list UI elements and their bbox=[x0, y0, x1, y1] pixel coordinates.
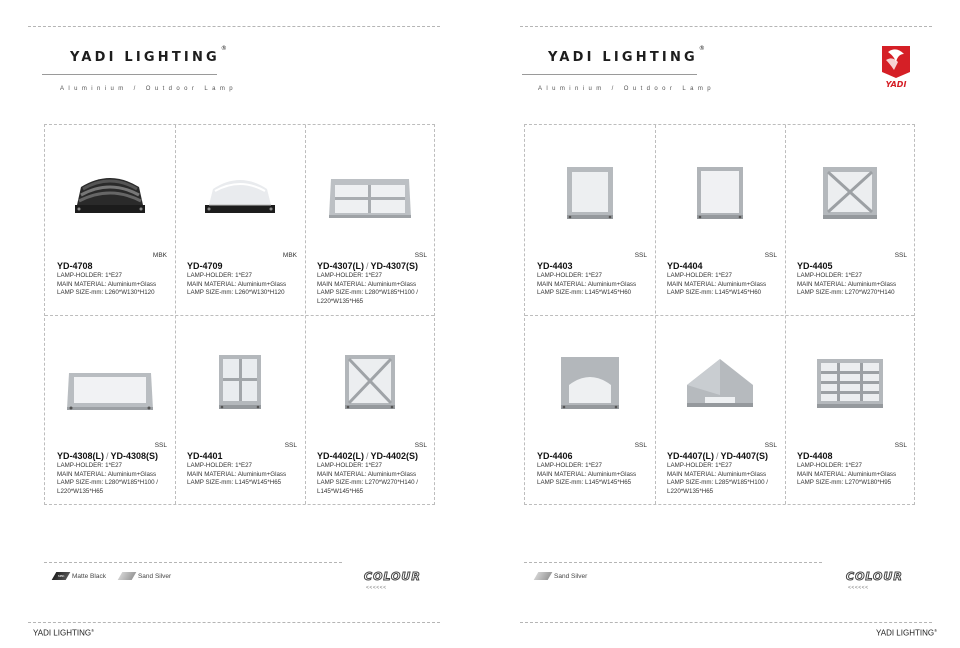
finish-code: SSL bbox=[414, 252, 427, 259]
spec-list bbox=[317, 462, 433, 496]
lamp-rect-silver-plain-image bbox=[55, 339, 165, 421]
spec-list bbox=[57, 462, 173, 496]
bottom-rule-right bbox=[520, 622, 932, 623]
spec-size: LAMP SIZE-mm: L280*W185*H100 / bbox=[57, 479, 158, 487]
spec-size: LAMP SIZE-mm: L285*W185*H100 / bbox=[667, 479, 768, 487]
brand-title-right: YADI LIGHTING® bbox=[548, 44, 705, 65]
finish-code: MBK bbox=[152, 252, 167, 259]
spec-list bbox=[667, 462, 783, 496]
model-name: YD-4402(L) / YD-4402(S) bbox=[317, 451, 419, 461]
model-name: YD-4407(L) / YD-4407(S) bbox=[667, 451, 769, 461]
colour-heading-right: COLOUR bbox=[846, 570, 903, 583]
spec-holder: LAMP-HOLDER: 1*E27 bbox=[667, 462, 732, 469]
lamp-pyramid-silver-image bbox=[665, 339, 775, 421]
spec-size: LAMP SIZE-mm: L260*W130*H120 bbox=[57, 289, 155, 297]
lamp-square-silver-hood-image bbox=[535, 339, 645, 421]
spec-size: LAMP SIZE-mm: L260*W130*H120 bbox=[187, 289, 285, 297]
legend-label: Sand Silver bbox=[554, 572, 588, 580]
colour-arrows-left: <<<<<< bbox=[366, 585, 387, 591]
yadi-flame-logo-icon bbox=[876, 42, 916, 88]
spec-list bbox=[317, 272, 433, 306]
colour-heading-left: COLOUR bbox=[364, 570, 421, 583]
spec-list bbox=[797, 272, 913, 298]
spec-size: LAMP SIZE-mm: L145*W145*H65 bbox=[537, 479, 632, 487]
product-card-yd-4404[interactable] bbox=[655, 125, 785, 315]
lamp-square-silver-cross-image bbox=[185, 339, 295, 421]
spec-material: MAIN MATERIAL: Aluminium+Glass bbox=[667, 280, 767, 288]
header-rule-left bbox=[42, 74, 217, 75]
spec-list bbox=[797, 462, 913, 488]
lamp-square-silver-x-frame-image bbox=[795, 149, 905, 231]
spec-size: LAMP SIZE-mm: L145*W145*H65 bbox=[187, 479, 282, 487]
product-grid-left bbox=[44, 124, 435, 505]
spec-size: LAMP SIZE-mm: L280*W185*H100 / bbox=[317, 289, 418, 297]
model-name: YD-4403 bbox=[537, 261, 573, 271]
svg-text:YADI: YADI bbox=[885, 80, 907, 88]
spec-material: MAIN MATERIAL: Aluminium+Glass bbox=[317, 280, 417, 288]
model-name: YD-4404 bbox=[667, 261, 703, 271]
lamp-square-silver-flat-image bbox=[665, 149, 775, 231]
matte-black-swatch: MBK bbox=[52, 572, 71, 580]
product-card-yd-4403[interactable] bbox=[525, 125, 655, 315]
spec-size: LAMP SIZE-mm: L270*W270*H140 / bbox=[317, 479, 418, 487]
product-card-yd-4402[interactable] bbox=[305, 315, 435, 505]
finish-code: SSL bbox=[154, 442, 167, 449]
header-rule-right bbox=[522, 74, 697, 75]
spec-holder: LAMP-HOLDER: 1*E27 bbox=[537, 272, 602, 279]
spec-material: MAIN MATERIAL: Aluminium+Glass bbox=[187, 470, 287, 478]
model-name: YD-4408 bbox=[797, 451, 833, 461]
legend-rule-left bbox=[44, 562, 342, 563]
model-name: YD-4405 bbox=[797, 261, 833, 271]
product-card-yd-4405[interactable] bbox=[785, 125, 915, 315]
model-name: YD-4307(L) / YD-4307(S) bbox=[317, 261, 419, 271]
model-name: YD-4308(L) / YD-4308(S) bbox=[57, 451, 159, 461]
product-card-yd-4408[interactable] bbox=[785, 315, 915, 505]
spec-holder: LAMP-HOLDER: 1*E27 bbox=[317, 272, 382, 279]
finish-code: SSL bbox=[414, 442, 427, 449]
spec-size-alt: L220*W135*H65 bbox=[317, 297, 364, 305]
spec-material: MAIN MATERIAL: Aluminium+Glass bbox=[187, 280, 287, 288]
spec-list bbox=[537, 272, 653, 298]
top-rule-right bbox=[520, 26, 932, 27]
finish-code: SSL bbox=[764, 252, 777, 259]
spec-holder: LAMP-HOLDER: 1*E27 bbox=[57, 272, 122, 279]
spec-holder: LAMP-HOLDER: 1*E27 bbox=[187, 462, 252, 469]
model-name: YD-4708 bbox=[57, 261, 93, 271]
footer-brand-left: YADI LIGHTING® bbox=[33, 628, 95, 638]
spec-holder: LAMP-HOLDER: 1*E27 bbox=[187, 272, 252, 279]
legend-label: Sand Silver bbox=[137, 572, 172, 580]
finish-code: SSL bbox=[634, 442, 647, 449]
spec-holder: LAMP-HOLDER: 1*E27 bbox=[57, 462, 122, 469]
footer-brand-right: YADI LIGHTING® bbox=[876, 628, 938, 638]
spec-size: LAMP SIZE-mm: L270*W270*H140 bbox=[797, 289, 895, 297]
legend-label: Matte Black bbox=[72, 572, 106, 580]
spec-material: MAIN MATERIAL: Aluminium+Glass bbox=[797, 280, 897, 288]
colour-arrows-right: <<<<<< bbox=[848, 585, 869, 591]
spec-material: MAIN MATERIAL: Aluminium+Glass bbox=[537, 280, 637, 288]
model-name: YD-4401 bbox=[187, 451, 223, 461]
spec-list bbox=[57, 272, 173, 298]
legend-rule-right bbox=[524, 562, 822, 563]
finish-code: SSL bbox=[634, 252, 647, 259]
lamp-square-silver-x-frame-image bbox=[315, 339, 425, 421]
lamp-square-silver-plain-image bbox=[535, 149, 645, 231]
product-card-yd-4709[interactable] bbox=[175, 125, 305, 315]
finish-code: SSL bbox=[284, 442, 297, 449]
sand-silver-swatch bbox=[534, 572, 553, 580]
product-card-yd-4401[interactable] bbox=[175, 315, 305, 505]
finish-code: MBK bbox=[282, 252, 297, 259]
product-card-yd-4708[interactable] bbox=[45, 125, 175, 315]
subtitle-right: Aluminium / Outdoor Lamp bbox=[538, 86, 715, 92]
finish-code: SSL bbox=[894, 442, 907, 449]
spec-list bbox=[187, 272, 303, 298]
spec-size: LAMP SIZE-mm: L145*W145*H60 bbox=[667, 289, 762, 297]
spec-holder: LAMP-HOLDER: 1*E27 bbox=[667, 272, 732, 279]
spec-size-alt: L220*W135*H65 bbox=[667, 487, 714, 495]
lamp-rect-silver-grill-image bbox=[795, 339, 905, 421]
lamp-bulkhead-black-grill-image bbox=[55, 149, 165, 231]
spec-material: MAIN MATERIAL: Aluminium+Glass bbox=[317, 470, 417, 478]
yadi-logo bbox=[876, 42, 916, 88]
product-card-yd-4406[interactable] bbox=[525, 315, 655, 505]
lamp-bulkhead-black-frosted-image bbox=[185, 149, 295, 231]
bottom-rule-left bbox=[28, 622, 440, 623]
spec-material: MAIN MATERIAL: Aluminium+Glass bbox=[57, 280, 157, 288]
spec-holder: LAMP-HOLDER: 1*E27 bbox=[797, 462, 862, 469]
spec-holder: LAMP-HOLDER: 1*E27 bbox=[317, 462, 382, 469]
sand-silver-swatch bbox=[118, 572, 137, 580]
spec-list bbox=[187, 462, 303, 488]
product-card-yd-4308[interactable] bbox=[45, 315, 175, 505]
product-grid-right bbox=[524, 124, 915, 505]
spec-material: MAIN MATERIAL: Aluminium+Glass bbox=[797, 470, 897, 478]
finish-code: SSL bbox=[894, 252, 907, 259]
spec-list bbox=[667, 272, 783, 298]
spec-size: LAMP SIZE-mm: L270*W180*H95 bbox=[797, 479, 892, 487]
colour-legend-right bbox=[536, 572, 587, 580]
model-name: YD-4406 bbox=[537, 451, 573, 461]
spec-material: MAIN MATERIAL: Aluminium+Glass bbox=[537, 470, 637, 478]
spec-list bbox=[537, 462, 653, 488]
spec-size: LAMP SIZE-mm: L145*W145*H60 bbox=[537, 289, 632, 297]
subtitle-left: Aluminium / Outdoor Lamp bbox=[60, 86, 237, 92]
top-rule-left bbox=[28, 26, 440, 27]
brand-title-left: YADI LIGHTING® bbox=[70, 44, 227, 65]
spec-holder: LAMP-HOLDER: 1*E27 bbox=[797, 272, 862, 279]
colour-legend-left bbox=[54, 572, 171, 580]
spec-size-alt: L220*W135*H65 bbox=[57, 487, 104, 495]
spec-material: MAIN MATERIAL: Aluminium+Glass bbox=[57, 470, 157, 478]
spec-size-alt: L145*W145*H65 bbox=[317, 487, 364, 495]
lamp-rect-silver-crossbar-image bbox=[315, 149, 425, 231]
spec-material: MAIN MATERIAL: Aluminium+Glass bbox=[667, 470, 767, 478]
finish-code: SSL bbox=[764, 442, 777, 449]
model-name: YD-4709 bbox=[187, 261, 223, 271]
product-card-yd-4407[interactable] bbox=[655, 315, 785, 505]
product-card-yd-4307[interactable] bbox=[305, 125, 435, 315]
spec-holder: LAMP-HOLDER: 1*E27 bbox=[537, 462, 602, 469]
